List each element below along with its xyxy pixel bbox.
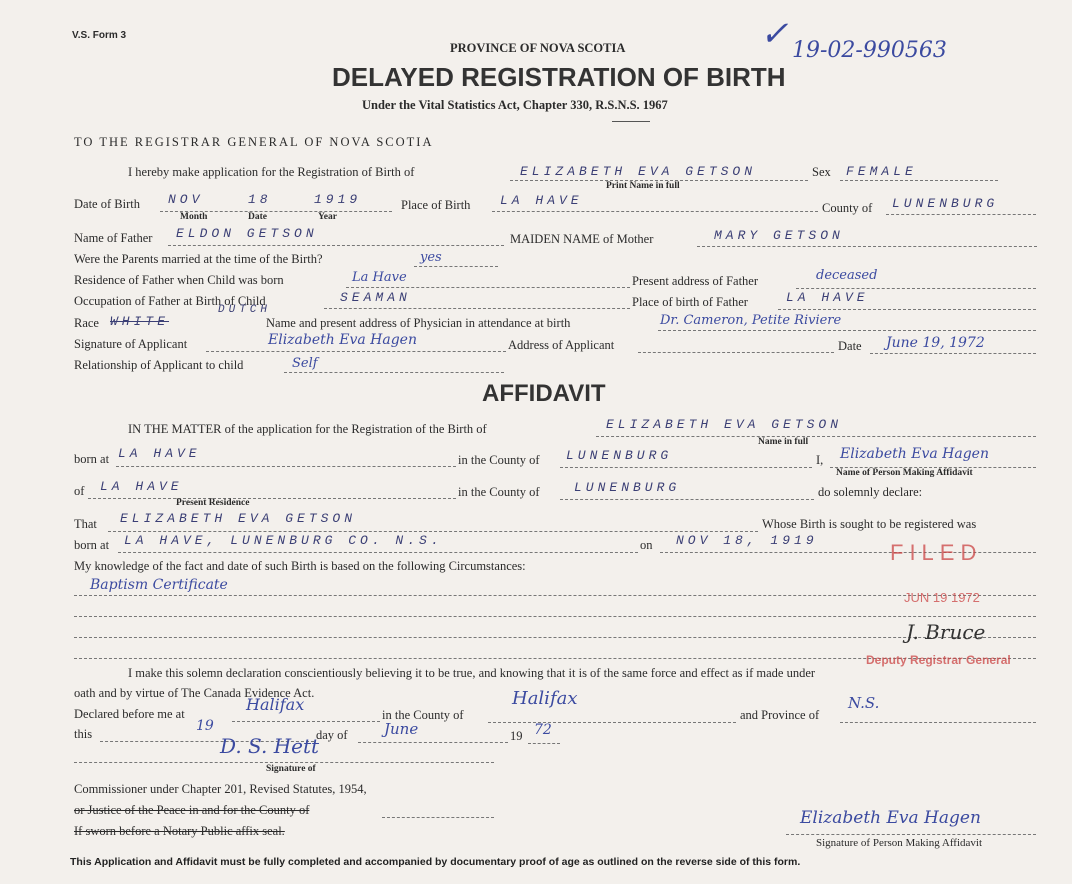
in-county-label-3: in the County of <box>382 708 464 722</box>
residence-caption: Present Residence <box>176 498 250 508</box>
that-name-field: ELIZABETH EVA GETSON <box>120 511 357 526</box>
affiant-caption: Name of Person Making Affidavit <box>836 468 973 478</box>
race-field: DUTCH <box>218 304 272 316</box>
in-county-label-2: in the County of <box>458 485 540 499</box>
year-prefix: 19 <box>510 729 523 743</box>
applicant-signature: Elizabeth Eva Hagen <box>268 332 417 348</box>
mother-label: MAIDEN NAME of Mother <box>510 232 654 246</box>
on-label: on <box>640 538 653 552</box>
affidavit-child-name: ELIZABETH EVA GETSON <box>606 417 843 432</box>
commissioner-signature: D. S. Hett <box>220 734 320 758</box>
signature-of-caption: Signature of <box>266 764 316 774</box>
day-of-label: day of <box>316 728 348 742</box>
applicant-address-label: Address of Applicant <box>508 338 615 352</box>
province-heading: PROVINCE OF NOVA SCOTIA <box>450 41 626 55</box>
pob-label: Place of Birth <box>401 198 471 212</box>
declared-before-label: Declared before me at <box>74 707 185 721</box>
dob-year-field: 1919 <box>314 192 362 207</box>
filed-date-stamp: JUN 19 1972 <box>904 590 980 605</box>
county-field-1: LUNENBURG <box>566 448 673 463</box>
res-father-label: Residence of Father when Child was born <box>74 273 284 287</box>
county-field-3: Halifax <box>512 688 578 709</box>
registration-number: 19-02-990563 <box>792 38 947 63</box>
solemn-line-2: oath and by virtue of The Canada Evidence Act. <box>74 686 315 700</box>
name-in-full-caption: Name in full <box>758 437 809 447</box>
footer-note: This Application and Affidavit must be fully completed and accompanied by documentary proof of age as outlined on the reverse side of this form. <box>70 856 801 868</box>
knowledge-label: My knowledge of the fact and date of such Birth is based on the following Circumstances: <box>74 559 526 573</box>
matter-label: IN THE MATTER of the application for the Registration of the Birth of <box>128 422 487 436</box>
print-name-caption: Print Name in full <box>606 181 680 191</box>
page-subtitle: Under the Vital Statistics Act, Chapter 330, R.S.N.S. 1967 <box>362 98 668 112</box>
year-caption: Year <box>318 212 337 222</box>
of-label: of <box>74 484 85 498</box>
relationship-field: Self <box>292 356 318 371</box>
affidavit-heading: AFFIDAVIT <box>482 380 606 407</box>
on-date-field: NOV 18, 1919 <box>676 533 818 548</box>
present-father-field: deceased <box>816 268 878 283</box>
physician-label: Name and present address of Physician in attendance at birth <box>266 316 571 330</box>
married-label: Were the Parents married at the time of the Birth? <box>74 252 323 266</box>
check-mark-icon: ✓ <box>760 14 789 54</box>
father-field: ELDON GETSON <box>176 226 318 241</box>
declared-at-field: Halifax <box>246 695 305 714</box>
born-at-field-2: LA HAVE, LUNENBURG CO. N.S. <box>124 533 443 548</box>
res-father-field: La Have <box>352 270 407 285</box>
province-field: N.S. <box>848 694 880 712</box>
relationship-label: Relationship of Applicant to child <box>74 358 244 372</box>
occupation-field: SEAMAN <box>340 290 411 305</box>
born-at-label-2: born at <box>74 538 110 552</box>
commissioner-line-3: If sworn before a Notary Public affix seal. <box>74 824 285 838</box>
father-label: Name of Father <box>74 231 153 245</box>
sex-field: FEMALE <box>846 164 917 179</box>
born-at-label: born at <box>74 452 110 466</box>
solemn-line-1: I make this solemn declaration conscientiously believing it to be true, and knowing that it is of the same force and effect as if made under <box>128 666 816 680</box>
commissioner-line-1: Commissioner under Chapter 201, Revised Statutes, 1954, <box>74 782 367 796</box>
sex-label: Sex <box>812 165 831 179</box>
registrar-role-stamp: Deputy Registrar General <box>866 653 1011 667</box>
addressee-line: TO THE REGISTRAR GENERAL OF NOVA SCOTIA <box>74 135 434 149</box>
present-father-label: Present address of Father <box>632 274 759 288</box>
county-field-2: LUNENBURG <box>574 480 681 495</box>
filed-stamp: FILED <box>890 540 983 565</box>
circumstance-field: Baptism Certificate <box>90 577 228 593</box>
day-number-field: 19 <box>196 718 214 734</box>
year-suffix-field: 72 <box>534 722 552 738</box>
pob-father-label: Place of birth of Father <box>632 295 748 309</box>
registrar-signature: J. Bruce <box>906 620 986 644</box>
applicant-sig-label: Signature of Applicant <box>74 337 188 351</box>
mother-field: MARY GETSON <box>714 228 844 243</box>
pob-field: LA HAVE <box>500 193 583 208</box>
commissioner-line-2: or Justice of the Peace in and for the County of <box>74 803 310 817</box>
date-label: Date <box>838 339 862 353</box>
declare-label: do solemnly declare: <box>818 485 923 499</box>
dob-date-field: 18 <box>248 192 272 207</box>
of-place-field: LA HAVE <box>100 479 183 494</box>
whose-label: Whose Birth is sought to be registered was <box>762 517 977 531</box>
subtitle-underline <box>612 121 650 122</box>
occupation-label: Occupation of Father at Birth of Child <box>74 294 266 308</box>
dob-label: Date of Birth <box>74 197 140 211</box>
intro-label: I hereby make application for the Registration of Birth of <box>128 165 415 179</box>
that-label: That <box>74 517 97 531</box>
born-at-field: LA HAVE <box>118 446 201 461</box>
county-label: County of <box>822 201 873 215</box>
in-county-label-1: in the County of <box>458 453 540 467</box>
race-struck-field: WHITE <box>110 314 170 329</box>
married-field: yes <box>420 250 442 265</box>
month-caption: Month <box>180 212 208 222</box>
month-field: June <box>384 720 419 738</box>
pob-father-field: LA HAVE <box>786 290 869 305</box>
this-label: this <box>74 727 93 741</box>
page-title: DELAYED REGISTRATION OF BIRTH <box>332 62 786 92</box>
affiant-signature-caption: Signature of Person Making Affidavit <box>816 837 982 849</box>
date-caption: Date <box>248 212 267 222</box>
province-label: and Province of <box>740 708 820 722</box>
race-label: Race <box>74 316 99 330</box>
child-name-field: ELIZABETH EVA GETSON <box>520 164 757 179</box>
form-number: V.S. Form 3 <box>72 30 127 41</box>
dob-month-field: NOV <box>168 192 204 207</box>
date-field: June 19, 1972 <box>886 335 985 351</box>
county-field: LUNENBURG <box>892 196 999 211</box>
i-label: I, <box>816 453 824 467</box>
affiant-name-field: Elizabeth Eva Hagen <box>840 446 989 462</box>
affiant-signature: Elizabeth Eva Hagen <box>800 808 981 828</box>
physician-field: Dr. Cameron, Petite Riviere <box>660 313 842 328</box>
